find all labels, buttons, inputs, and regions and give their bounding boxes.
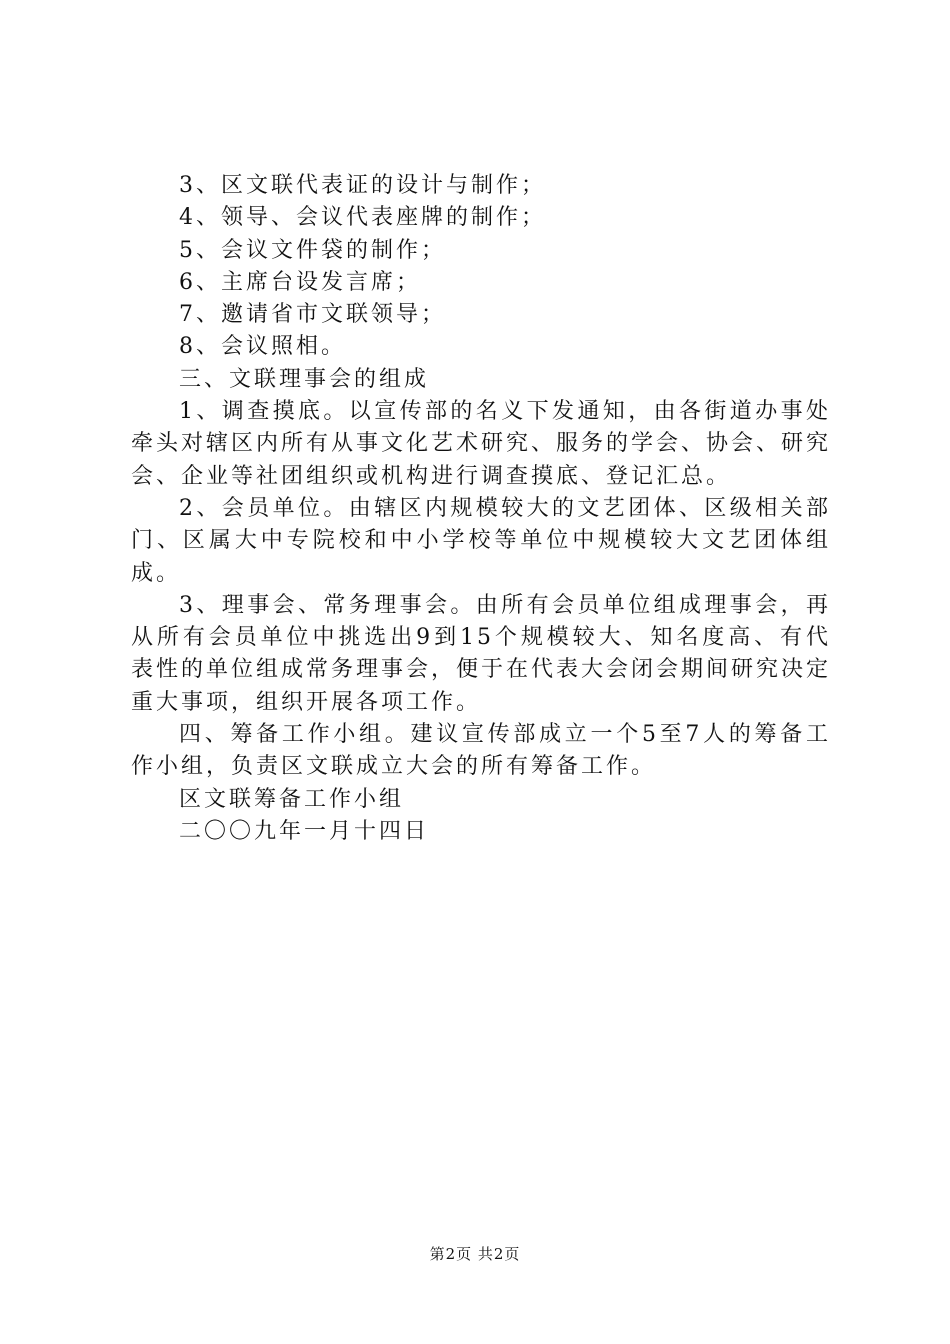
paragraph-survey: 1、调查摸底。以宣传部的名义下发通知，由各街道办事处牵头对辖区内所有从事文化艺术研究、服务的学会、协会、研究会、企业等社团组织或机构进行调查摸底、登记汇总。 (131, 399, 832, 489)
section-heading-council: 三、文联理事会的组成 (179, 366, 430, 392)
paragraph-council: 3、理事会、常务理事会。由所有会员单位组成理事会，再从所有会员单位中挑选出9到15个规模较大、知名度高、有代表性的单位组成常务理事会，便于在代表大会闭会期间研究决定重大事项，组织开展各项工作。 (131, 592, 832, 715)
paragraph-member-units: 2、会员单位。由辖区内规模较大的文艺团体、区级相关部门、区属大中专院校和中小学校等单位中规模较大文艺团体组成。 (131, 495, 831, 586)
paragraph-item-8: 8、会议照相。 (179, 334, 346, 360)
page-indicator: 第2页 共2页 (429, 1245, 521, 1263)
document-body (131, 170, 831, 848)
page-footer (0, 1244, 950, 1264)
paragraph-item-7: 7、邀请省市文联领导； (179, 302, 446, 328)
signature-date: 二〇〇九年一月十四日 (179, 818, 430, 844)
paragraph-item-6: 6、主席台设发言席； (179, 269, 421, 295)
paragraph-preparation-group: 四、筹备工作小组。建议宣传部成立一个5至7人的筹备工作小组，负责区文联成立大会的所有筹备工作。 (131, 722, 831, 780)
signature-organization: 区文联筹备工作小组 (179, 786, 405, 812)
paragraph-item-5: 5、会议文件袋的制作； (179, 237, 446, 263)
paragraph-item-4: 4、领导、会议代表座牌的制作； (179, 205, 546, 231)
paragraph-item-3: 3、区文联代表证的设计与制作； (179, 173, 546, 198)
